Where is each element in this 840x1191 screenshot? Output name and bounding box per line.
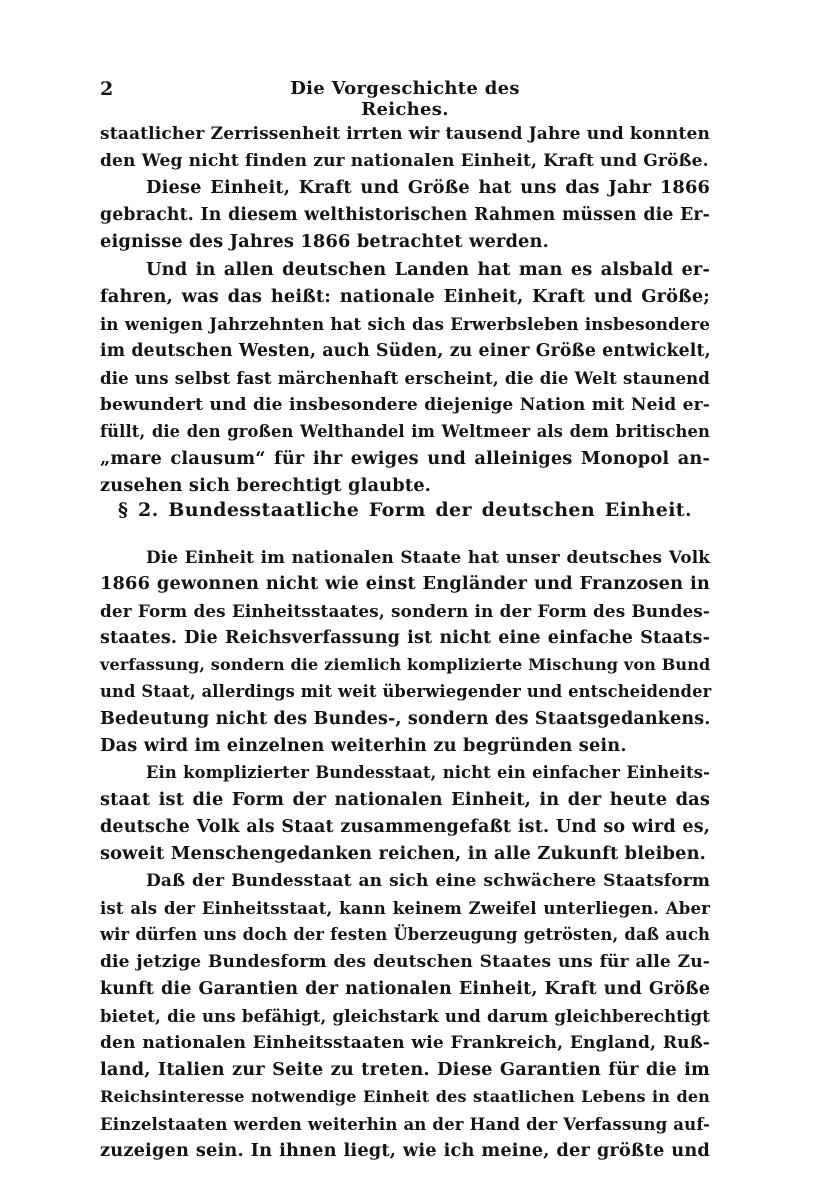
text-line: zusehen sich berechtigt glaubte.: [100, 475, 431, 496]
text-line: Und in allen deutschen Landen hat man es alsbald er-: [146, 259, 710, 280]
text-line: kunft die Garantien der nationalen Einheit, Kraft und Größe: [100, 979, 710, 999]
text-line: Daß der Bundesstaat an sich eine schwächere Staatsform: [146, 871, 710, 891]
text-line: staat ist die Form der nationalen Einheit, in der heute das: [100, 789, 710, 810]
text-line: Einzelstaaten werden weiterhin an der Hand der Verfassung auf-: [100, 1114, 710, 1134]
text-line: deutsche Volk als Staat zusammengefaßt ist. Und so wird es,: [100, 817, 710, 837]
text-line: und Staat, allerdings mit weit überwiegender und entscheidender: [100, 682, 712, 701]
text-line: den Weg nicht finden zur nationalen Einheit, Kraft und Größe.: [100, 151, 709, 171]
running-title: Die Vorgeschichte des Reiches.: [290, 78, 520, 120]
text-line: fahren, was das heißt: nationale Einheit, Kraft und Größe;: [100, 286, 710, 307]
text-line: bewundert und die insbesondere diejenige Nation mit Neid er-: [100, 395, 710, 415]
text-line: land, Italien zur Seite zu treten. Diese Garantien für die im: [100, 1059, 710, 1080]
text-line: wir dürfen uns doch der festen Überzeugung getrösten, daß auch: [100, 925, 710, 944]
text-line: die jetzige Bundesform des deutschen Staates uns für alle Zu-: [100, 952, 710, 972]
text-line: der Form des Einheitsstaates, sondern in der Form des Bundes-: [100, 601, 710, 621]
text-line: staatlicher Zerrissenheit irrten wir tausend Jahre und konnten: [100, 124, 710, 144]
text-line: eignisse des Jahres 1866 betrachtet werden.: [100, 231, 549, 252]
text-line: Diese Einheit, Kraft und Größe hat uns das Jahr 1866: [146, 177, 710, 198]
text-line: „mare clausum“ für ihr ewiges und alleiniges Monopol an-: [100, 448, 710, 469]
text-line: in wenigen Jahrzehnten hat sich das Erwerbsleben insbesondere: [100, 314, 710, 334]
section-heading: § 2. Bundesstaatliche Form der deutschen Einheit.: [118, 499, 692, 521]
text-line: staates. Die Reichsverfassung ist nicht eine einfache Staats-: [100, 628, 710, 648]
text-line: zuzeigen sein. In ihnen liegt, wie ich meine, der größte und: [100, 1140, 710, 1161]
text-line: gebracht. In diesem welthistorischen Rahmen müssen die Er-: [100, 205, 710, 225]
text-line: Die Einheit im nationalen Staate hat unser deutsches Volk: [146, 547, 710, 567]
text-line: Bedeutung nicht des Bundes-, sondern des Staatsgedankens.: [100, 709, 711, 729]
text-line: die uns selbst fast märchenhaft erscheint, die die Welt staunend: [100, 368, 710, 388]
text-line: bietet, die uns befähigt, gleichstark und darum gleichberechtigt: [100, 1006, 710, 1026]
text-line: Ein komplizierter Bundesstaat, nicht ein einfacher Einheits-: [146, 763, 710, 782]
text-line: ist als der Einheitsstaat, kann keinem Zweifel unterliegen. Aber: [100, 898, 710, 918]
text-line: füllt, die den großen Welthandel im Weltmeer als dem britischen: [100, 422, 710, 441]
text-line: Reichsinteresse notwendige Einheit des staatlichen Lebens in den: [100, 1087, 710, 1106]
page-header: [100, 78, 718, 120]
text-line: den nationalen Einheitsstaaten wie Frankreich, England, Ruß-: [100, 1033, 710, 1053]
text-line: soweit Menschengedanken reichen, in alle Zukunft bleiben.: [100, 843, 706, 864]
text-line: 1866 gewonnen nicht wie einst Engländer und Franzosen in: [100, 573, 710, 594]
text-line: Das wird im einzelnen weiterhin zu begründen sein.: [100, 735, 627, 756]
text-line: im deutschen Westen, auch Süden, zu einer Größe entwickelt,: [100, 341, 711, 361]
text-line: verfassung, sondern die ziemlich komplizierte Mischung von Bund: [100, 655, 711, 674]
page-number: 2: [100, 78, 114, 100]
